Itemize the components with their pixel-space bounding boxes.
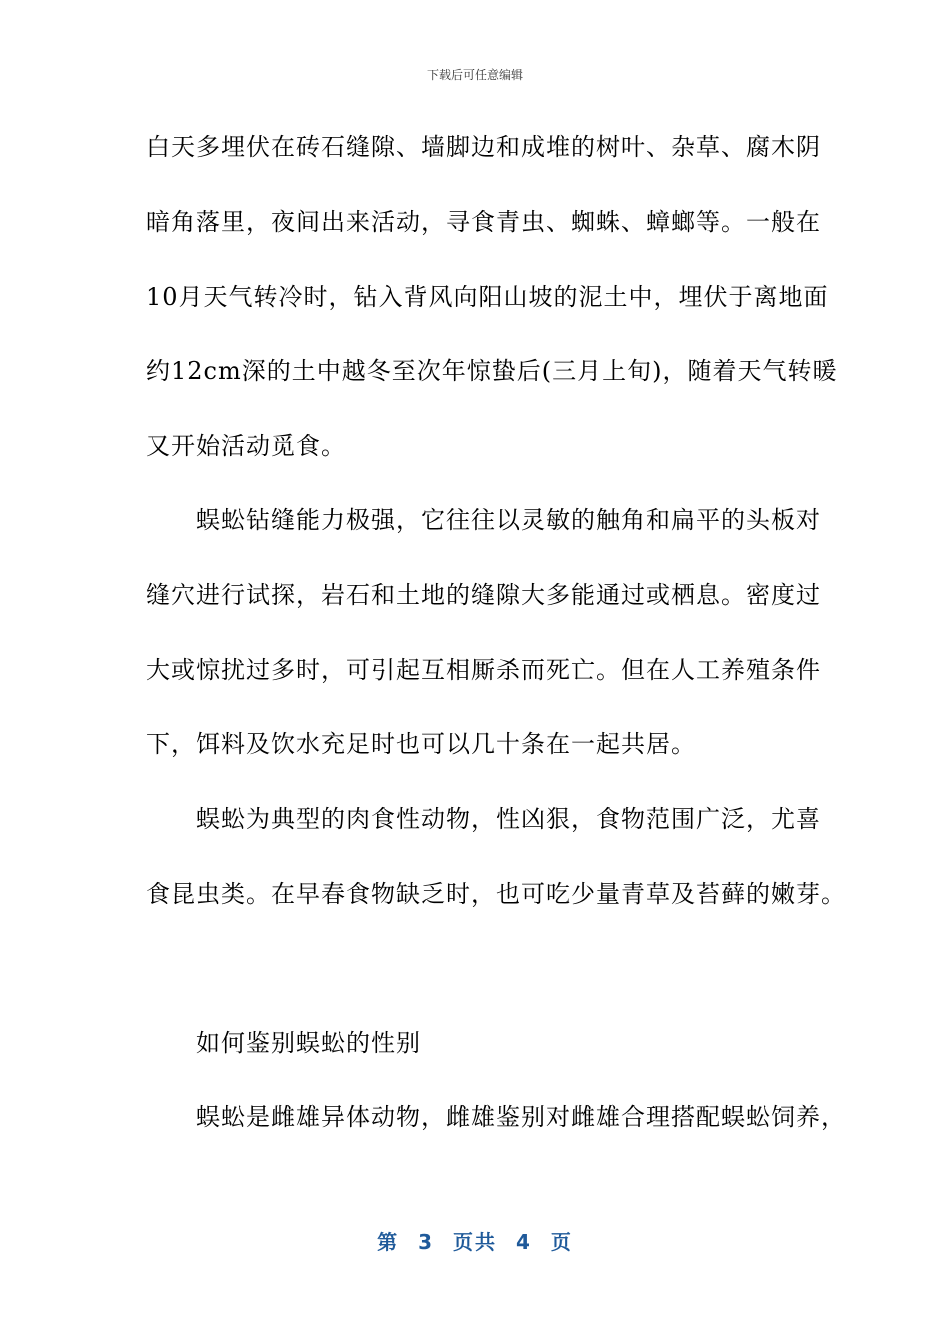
- page-header-note: 下载后可任意编辑: [426, 68, 523, 82]
- text-line: 蜈蚣钻缝能力极强，它往往以灵敏的触角和扁平的头板对: [146, 506, 821, 534]
- text-line: 蜈蚣是雌雄异体动物，雌雄鉴别对雌雄合理搭配蜈蚣饲养，: [146, 1103, 846, 1131]
- section-heading: 如何鉴别蜈蚣的性别: [146, 1029, 421, 1057]
- text-line: 大或惊扰过多时，可引起互相厮杀而死亡。但在人工养殖条件: [146, 656, 821, 684]
- text-line: 暗角落里，夜间出来活动，寻食青虫、蜘蛛、蟑螂等。一般在: [146, 208, 821, 236]
- text-line: 10月天气转冷时，钻入背风向阳山坡的泥土中，埋伏于离地面: [146, 283, 829, 311]
- text-line: 蜈蚣为典型的肉食性动物，性凶狠，食物范围广泛，尤喜: [146, 805, 821, 833]
- text-line: 缝穴进行试探，岩石和土地的缝隙大多能通过或栖息。密度过: [146, 581, 821, 609]
- text-line: 又开始活动觅食。: [146, 432, 346, 460]
- text-line: 白天多埋伏在砖石缝隙、墙脚边和成堆的树叶、杂草、腐木阴: [146, 133, 821, 161]
- page-number-footer: 第 3 页共 4 页: [377, 1230, 573, 1254]
- text-line: 约12cm深的土中越冬至次年惊蛰后(三月上旬)，随着天气转暖: [146, 357, 838, 385]
- text-line: 下，饵料及饮水充足时也可以几十条在一起共居。: [146, 730, 696, 758]
- text-line: 食昆虫类。在早春食物缺乏时，也可吃少量青草及苔藓的嫩芽。: [146, 880, 846, 908]
